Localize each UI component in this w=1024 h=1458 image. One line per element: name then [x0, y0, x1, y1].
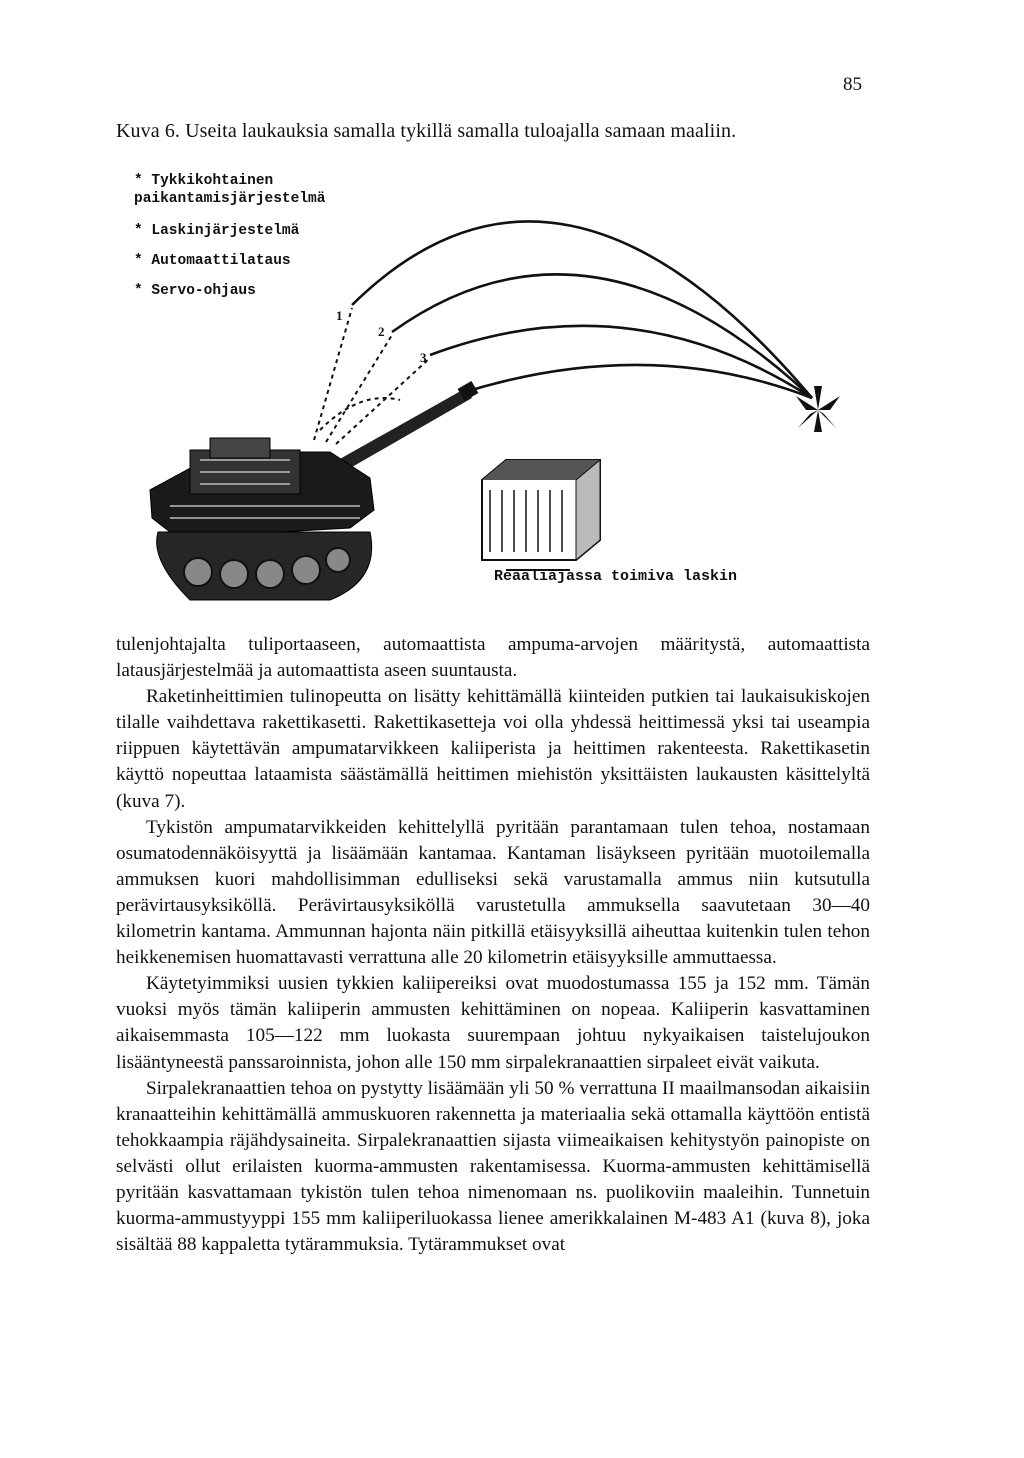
- body-text: [116, 632, 870, 1258]
- feature-item: * Laskinjärjestelmä: [134, 223, 300, 239]
- paragraph: Sirpalekranaattien tehoa on pystytty lisäämään yli 50 % verrattuna II maailmansodan aikaisiin kranaatteihin kehittämällä ammuskuoren rakennetta ja materiaalia sekä ottamalla käyttöön entistä tehokkaampia räjähdysaineita. Sirpalekranaattien sijasta viimeaikaisen kehitystyön painopiste on selvästi ollut erilaisten kuorma-ammusten rakentamisessa. Kuorma-ammusten kehittämisellä pyritään kasvattamaan tykistön tulen tehoa nimenomaan ns. puolikoviin maaleihin. Tunnetuin kuorma-ammustyyppi 155 mm kaliiperiluokassa lienee amerikkalainen M-483 A1 (kuva 8), joka sisältää 88 kappaletta tytärammuksia. Tytärammukset ovat: [116, 1077, 870, 1256]
- feature-list: [134, 172, 326, 312]
- feature-item: * Automaattilataus: [134, 253, 291, 269]
- shot-marker-2: 2: [378, 324, 385, 339]
- self-propelled-howitzer: [150, 438, 374, 600]
- trajectory-arc-1: [352, 221, 812, 398]
- paragraph: tulenjohtajalta tuliportaaseen, automaattista ampuma-arvojen määritystä, automaattista latausjärjestelmää ja automaattista aseen suuntausta.: [116, 634, 870, 682]
- trajectory-arc-4: [465, 365, 812, 398]
- computer-icon: [482, 460, 600, 570]
- shot-marker-1: 1: [336, 308, 343, 323]
- figure-caption: Kuva 6. Useita laukauksia samalla tykillä samalla tuloajalla samaan maaliin.: [116, 120, 737, 142]
- shot-marker-3: 3: [420, 350, 427, 365]
- feature-item: * Tykkikohtainen paikantamisjärjestelmä: [134, 173, 326, 207]
- trajectory-arcs: [352, 221, 812, 398]
- computer-label: Reaaliajassa toimiva laskin: [494, 568, 738, 585]
- figure-illustration: [130, 160, 870, 620]
- feature-item: * Servo-ohjaus: [134, 283, 256, 299]
- paragraph: Käytetyimmiksi uusien tykkien kaliipereiksi ovat muodostumassa 155 ja 152 mm. Tämän vuoksi myös tämän kaliiperin ammusten kehittäminen on nopeaa. Kaliiperin kasvattaminen aikaisemmasta 105—122 mm luokasta suurempaan johtuu nykyaikaisen taistelujoukon lisääntyneestä panssaroinnista, johon alle 150 mm sirpalekranaattien sirpaleet eivät vaikuta.: [116, 973, 870, 1073]
- paragraph: Raketinheittimien tulinopeutta on lisätty kehittämällä kiinteiden putkien tai laukaisukiskojen tilalle vaihdettava rakettikasetti. Rakettikasetteja voi olla yhdessä heittimessä yksi tai useampia riippuen käytettävän ampumatarvikkeen kaliiperista ja heittimen rakenteesta. Rakettikasetin käyttö nopeuttaa lataamista säästämällä heittimen miehistön yksittäisten laukausten käsittelyltä (kuva 7).: [116, 686, 870, 812]
- page-number: 85: [843, 74, 862, 95]
- paragraph: Tykistön ampumatarvikkeiden kehittelyllä pyritään parantamaan tulen tehoa, nostamaan osumatodennäköisyyttä ja lisäämään kantamaa. Kantaman lisäykseen pyritään muotoilemalla ammuksen kuori mahdollisimman edulliseksi sekä varustamalla ammus niin kutsutulla perävirtausyksiköllä. Perävirtausyksiköllä varustetulla ammuksella saavutetaan 30—40 kilometrin kantama. Ammunnan hajonta näin pitkillä etäisyyksillä aiheuttaa kuitenkin tulen tehon heikkenemisen huomattavasti verrattuna alle 20 kilometrin etäisyyksille ammuttaessa.: [116, 816, 870, 969]
